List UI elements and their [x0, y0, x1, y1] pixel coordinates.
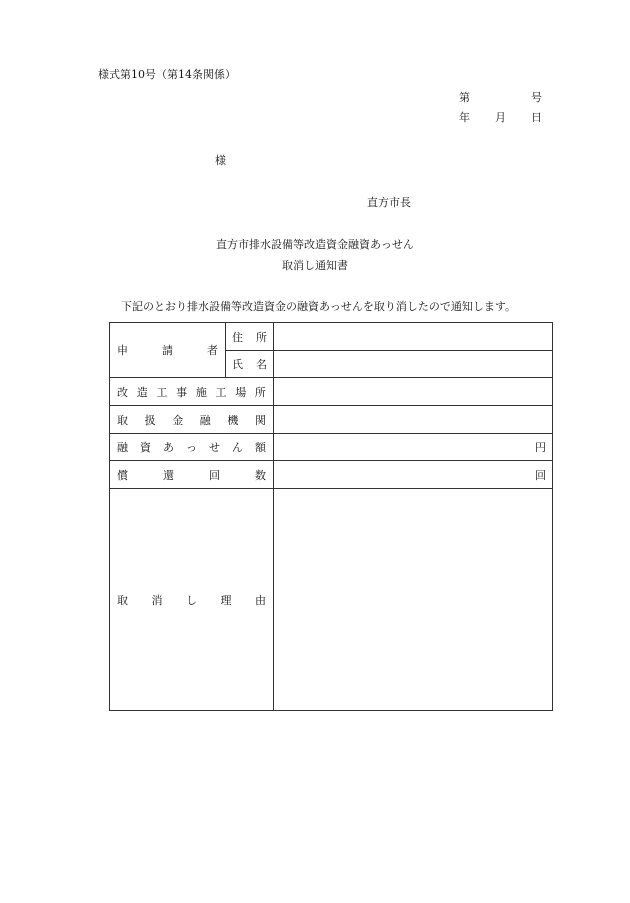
- label-char: 名: [256, 358, 267, 371]
- doc-number-suffix: 号: [531, 91, 542, 104]
- label-char: 由: [255, 593, 266, 607]
- field-name[interactable]: [274, 351, 553, 378]
- label-construction-site: [110, 378, 274, 406]
- field-repayment-count[interactable]: [274, 461, 553, 489]
- issuer-name: 直方市長: [367, 196, 411, 209]
- document-title-line2: 取消し通知書: [282, 259, 348, 272]
- label-char: 金: [172, 413, 184, 427]
- label-char: 者: [207, 344, 218, 357]
- label-char: 場: [235, 385, 247, 399]
- unit-yen: 円: [535, 441, 546, 454]
- label-applicant: [110, 323, 226, 378]
- label-char: 改: [117, 385, 128, 399]
- notice-table: [109, 322, 553, 711]
- document-title-line1: 直方市排水設備等改造資金融資あっせん: [216, 238, 414, 251]
- unit-times: 回: [535, 468, 546, 482]
- label-char: 工: [156, 385, 168, 399]
- form-number: 様式第10号（第14条関係）: [98, 68, 236, 81]
- label-char: 扱: [144, 413, 156, 427]
- label-char: っ: [186, 441, 197, 454]
- label-char: 工: [215, 385, 227, 399]
- label-char: 請: [162, 344, 173, 357]
- label-char: 償: [117, 468, 128, 482]
- label-char: 回: [209, 468, 220, 482]
- label-char: 取: [117, 413, 128, 427]
- label-char: せ: [209, 441, 220, 454]
- date-month: 月: [495, 111, 506, 124]
- label-char: 融: [199, 413, 211, 427]
- label-char: 還: [163, 468, 174, 482]
- document-number: [459, 89, 542, 105]
- field-address[interactable]: [274, 323, 553, 351]
- label-char: ん: [232, 441, 243, 454]
- label-char: 申: [117, 344, 128, 357]
- date-year: 年: [459, 111, 470, 124]
- field-cancel-reason[interactable]: [274, 489, 553, 711]
- label-char: 所: [256, 330, 267, 344]
- field-financial-institution[interactable]: [274, 406, 553, 434]
- label-char: 事: [176, 385, 188, 399]
- label-cancel-reason: [110, 489, 274, 711]
- label-char: 氏: [232, 358, 243, 371]
- label-char: 消: [151, 593, 163, 607]
- label-char: 額: [255, 441, 266, 454]
- field-loan-amount[interactable]: [274, 434, 553, 461]
- label-char: 資: [140, 441, 151, 454]
- label-char: 所: [254, 385, 266, 399]
- label-char: 数: [255, 468, 266, 482]
- label-loan-amount: [110, 434, 274, 461]
- doc-number-prefix: 第: [459, 91, 470, 104]
- label-char: あ: [163, 441, 174, 454]
- intro-text: 下記のとおり排水設備等改造資金の融資あっせんを取り消したので通知します。: [121, 300, 517, 313]
- label-name: [226, 351, 274, 378]
- label-char: 融: [117, 441, 128, 454]
- label-char: 施: [195, 385, 207, 399]
- label-address: [226, 323, 274, 351]
- label-char: 理: [220, 593, 232, 607]
- label-char: 住: [232, 330, 243, 344]
- addressee-honorific: 様: [215, 154, 226, 167]
- date-day: 日: [531, 111, 542, 124]
- label-char: 造: [136, 385, 148, 399]
- label-financial-institution: [110, 406, 274, 434]
- label-char: し: [186, 593, 197, 607]
- label-char: 関: [254, 413, 266, 427]
- issue-date: [459, 109, 542, 125]
- label-char: 取: [117, 593, 128, 607]
- field-construction-site[interactable]: [274, 378, 553, 406]
- label-char: 機: [227, 413, 239, 427]
- label-repayment-count: [110, 461, 274, 489]
